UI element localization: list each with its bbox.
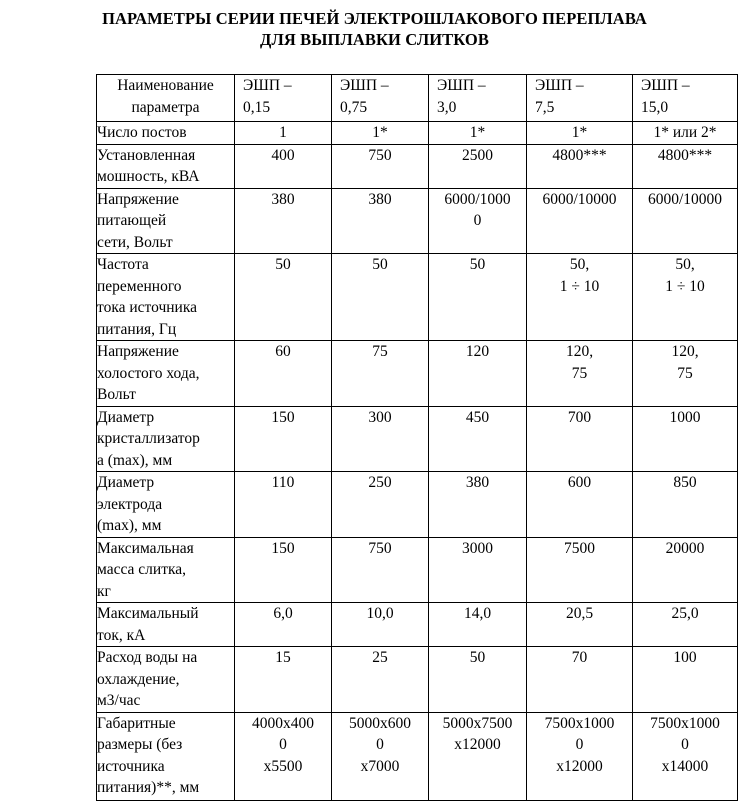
parameter-name-cell [97,122,235,145]
table-row [97,122,738,145]
parameter-value-cell-line: 1 [279,124,287,141]
parameter-name-cell-line: Диаметр [97,408,155,426]
parameter-value-cell [633,406,738,472]
parameter-name-cell-line: Расход воды на [97,649,198,666]
parameter-value-cell-line: 20000 [665,539,705,557]
parameter-value-cell-line: 0 [681,736,689,753]
parameter-value-cell-line: 850 [673,474,697,491]
parameter-value-cell-line: 120 [465,343,490,360]
parameter-value-cell-line: 1* [571,124,588,141]
parameter-value-cell-line: 3000 [462,539,493,557]
parameter-value-cell-line: 600 [567,474,592,491]
parameter-value-cell [527,254,633,341]
parameter-value-cell-line: 120, [671,343,699,360]
parameter-value-cell-line: 50 [275,256,291,273]
parameter-value-cell-line: 150 [271,408,295,426]
parameter-value-cell-line: 700 [567,408,592,426]
table-row [97,188,738,254]
parameter-value-cell-line: 6000/10000 [647,190,723,208]
parameter-value-cell [235,472,332,538]
parameter-value-cell-line: 120, [565,343,594,360]
parameter-name-cell [97,603,235,647]
parameter-value-cell-line: 5000х600 [349,714,411,732]
parameter-value-cell-line: 25 [372,649,388,666]
parameter-name-cell [97,472,235,538]
parameter-value-cell [235,144,332,188]
parameter-value-cell [429,712,527,800]
parameter-value-cell [429,603,527,647]
parameter-name-cell-line: электрода [97,495,163,513]
parameter-value-cell-line: 50, [675,256,695,273]
parameter-name-cell-line: питания)**, мм [97,779,200,796]
parameter-name-cell-line: Вольт [97,386,136,403]
parameter-name-cell-line: масса слитка, [97,561,187,578]
parameter-value-cell-line: 15 [275,649,291,666]
parameter-name-cell [97,341,235,407]
parameter-value-cell [633,712,738,800]
table-row [97,603,738,647]
parameter-value-cell [527,712,633,800]
parameter-value-cell-line: 4800*** [552,146,607,164]
parameter-value-cell-line: 0 [279,736,287,753]
table-row [97,406,738,472]
parameter-value-cell [527,537,633,603]
parameter-name-cell-line: кристаллизатор [97,430,200,447]
parameter-value-cell [429,647,527,713]
parameter-value-cell-line: х7000 [360,757,400,775]
parameter-value-cell-line: 380 [465,474,490,491]
parameter-value-cell [332,188,429,254]
parameter-value-cell-line: 380 [368,190,392,208]
parameter-value-cell-line: 150 [271,539,295,557]
parameter-name-cell-line: Габаритные [97,714,176,732]
parameter-value-cell-line: 380 [271,190,295,208]
parameter-value-cell [429,254,527,341]
parameter-value-cell [527,144,633,188]
parameter-name-cell-line: мошность, кВА [97,168,200,185]
parameter-value-cell [235,188,332,254]
parameter-value-cell-line: 7500х1000 [544,714,615,732]
parameter-value-cell-line: 10,0 [366,605,394,622]
header-model-cell [527,75,633,122]
header-name-cell-line: параметра [131,98,200,116]
parameter-name-cell-line: Напряжение [97,190,179,208]
parameter-name-cell [97,537,235,603]
parameter-value-cell-line: 6,0 [273,605,293,622]
parameter-value-cell-line: 70 [571,649,588,666]
header-model-cell-line: 0,75 [340,98,368,116]
parameter-value-cell-line: 750 [368,539,392,557]
parameter-value-cell-line: 1* [372,124,388,141]
parameter-value-cell [332,144,429,188]
page-title [0,8,749,50]
table-row [97,537,738,603]
parameter-value-cell-line: 0 [376,736,384,753]
parameter-value-cell [429,472,527,538]
parameter-name-cell-line: Установленная [97,146,196,164]
parameter-value-cell [235,122,332,145]
parameter-name-cell [97,712,235,800]
parameter-value-cell [429,144,527,188]
parameter-value-cell [527,472,633,538]
header-model-cell [235,75,332,122]
parameter-value-cell-line: 4800*** [657,146,713,164]
parameter-name-cell-line: (max), мм [97,517,162,534]
parameter-name-cell-line: размеры (без [97,736,183,753]
parameter-name-cell-line: питающей [97,212,167,229]
parameter-value-cell-line: 750 [368,146,392,164]
parameter-value-cell [633,144,738,188]
parameter-value-cell [235,254,332,341]
parameter-name-cell-line: Максимальный [97,605,199,622]
header-model-cell-line: 7,5 [535,98,555,116]
header-model-cell-line: ЭШП – [340,77,389,94]
title-line-1: ПАРАМЕТРЫ СЕРИИ ПЕЧЕЙ ЭЛЕКТРОШЛАКОВОГО ПЕРЕПЛАВА [102,9,647,28]
header-model-cell-line: ЭШП – [535,77,584,94]
parameter-value-cell-line: 6000/1000 [444,190,511,208]
parameter-name-cell-line: питания, Гц [97,320,177,338]
header-model-cell [429,75,527,122]
parameter-name-cell-line: тока источника [97,299,198,316]
parameter-name-cell [97,647,235,713]
parameter-value-cell [429,122,527,145]
parameter-value-cell [429,537,527,603]
parameter-value-cell-line: 0 [575,736,584,753]
parameter-name-cell-line: переменного [97,277,182,295]
parameter-value-cell [633,472,738,538]
parameter-name-cell-line: Диаметр [97,474,155,491]
header-name-cell-line: Наименование [117,77,214,94]
parameter-value-cell-line: 14,0 [463,605,492,622]
parameter-value-cell-line: 60 [275,343,291,360]
parameter-name-cell-line: а (max), мм [97,451,173,469]
parameter-name-cell [97,254,235,341]
parameter-name-cell [97,144,235,188]
table-row [97,341,738,407]
parameter-name-cell-line: сети, Вольт [97,233,173,251]
header-model-cell-line: 15,0 [641,98,669,116]
parameter-name-cell-line: Число постов [97,124,187,141]
parameter-value-cell [332,341,429,407]
parameter-value-cell-line: х12000 [454,736,501,753]
parameter-name-cell-line: Частота [97,256,149,273]
parameter-value-cell [332,603,429,647]
parameter-value-cell-line: 1 ÷ 10 [665,277,705,295]
header-name-cell [97,75,235,122]
parameter-value-cell [527,647,633,713]
parameter-name-cell-line: охлаждение, [97,670,180,688]
parameter-value-cell [332,712,429,800]
table-row [97,472,738,538]
parameter-value-cell-line: 1 ÷ 10 [559,277,600,295]
parameter-value-cell [235,712,332,800]
parameter-value-cell [429,188,527,254]
parameter-value-cell-line: 5000х7500 [442,714,513,732]
parameter-name-cell [97,406,235,472]
parameter-value-cell-line: 20,5 [565,605,594,622]
parameter-value-cell-line: 450 [465,408,490,426]
parameter-value-cell [235,406,332,472]
parameter-value-cell-line: х14000 [661,757,709,775]
parameter-name-cell-line: кг [97,582,111,600]
parameter-value-cell-line: 6000/10000 [542,190,617,208]
parameter-value-cell-line: 50 [469,256,486,273]
parameter-value-cell-line: 100 [673,649,697,666]
table-row [97,144,738,188]
parameter-value-cell [332,254,429,341]
parameter-value-cell [235,537,332,603]
parameter-value-cell-line: х12000 [556,757,603,775]
parameter-value-cell-line: 400 [271,146,295,164]
parameter-value-cell-line: 25,0 [671,605,699,622]
parameter-value-cell [527,603,633,647]
parameter-value-cell-line: 2500 [462,146,493,164]
parameter-value-cell [633,647,738,713]
header-model-cell-line: ЭШП – [437,77,486,94]
parameter-name-cell-line: ток, кА [97,626,146,644]
parameter-value-cell [235,603,332,647]
parameter-value-cell [332,647,429,713]
parameter-value-cell-line: 75 [571,364,588,382]
parameter-value-cell [633,341,738,407]
parameter-value-cell [429,406,527,472]
parameter-value-cell [633,603,738,647]
parameter-value-cell [235,647,332,713]
header-model-cell [332,75,429,122]
parameter-value-cell [633,537,738,603]
parameter-value-cell [527,188,633,254]
parameter-value-cell [235,341,332,407]
parameter-name-cell-line: холостого хода, [97,364,200,382]
parameter-value-cell-line: 1* или 2* [653,124,717,141]
header-model-cell-line: 3,0 [437,98,457,116]
parameter-value-cell [429,341,527,407]
parameter-value-cell-line: 110 [271,474,295,491]
header-model-cell-line: ЭШП – [243,77,292,94]
table-row [97,712,738,800]
parameter-value-cell [332,472,429,538]
parameter-value-cell-line: 7500 [564,539,595,557]
parameter-value-cell [332,537,429,603]
parameter-value-cell-line: 7500х1000 [650,714,720,732]
header-model-cell-line: ЭШП – [641,77,690,94]
parameter-name-cell [97,188,235,254]
parameter-value-cell-line: 250 [368,474,392,491]
parameter-value-cell-line: 50 [372,256,388,273]
parameter-value-cell-line: 4000х400 [252,714,314,732]
parameters-table [96,74,738,801]
parameter-value-cell-line: 1000 [669,408,701,426]
parameter-value-cell [633,122,738,145]
parameter-value-cell [527,122,633,145]
parameter-value-cell-line: 75 [372,343,388,360]
parameter-value-cell-line: х5500 [263,757,303,775]
parameter-value-cell [527,406,633,472]
table-row [97,254,738,341]
table-header-row [97,75,738,122]
parameter-value-cell-line: 0 [473,212,482,229]
parameter-value-cell-line: 75 [677,364,693,382]
parameter-value-cell-line: 1* [469,124,486,141]
parameter-value-cell-line: 300 [368,408,392,426]
parameter-value-cell [332,406,429,472]
parameter-name-cell-line: Максимальная [97,539,194,557]
parameter-value-cell-line: 50, [569,256,590,273]
parameter-value-cell [332,122,429,145]
title-line-2: ДЛЯ ВЫПЛАВКИ СЛИТКОВ [260,30,489,49]
header-model-cell-line: 0,15 [243,98,271,116]
parameter-name-cell-line: Напряжение [97,343,179,360]
parameter-value-cell [527,341,633,407]
parameter-value-cell-line: 50 [469,649,486,666]
parameter-name-cell-line: м3/час [97,692,141,709]
parameter-value-cell [633,254,738,341]
header-model-cell [633,75,738,122]
parameter-value-cell [633,188,738,254]
table-row [97,647,738,713]
parameter-name-cell-line: источника [97,757,165,775]
